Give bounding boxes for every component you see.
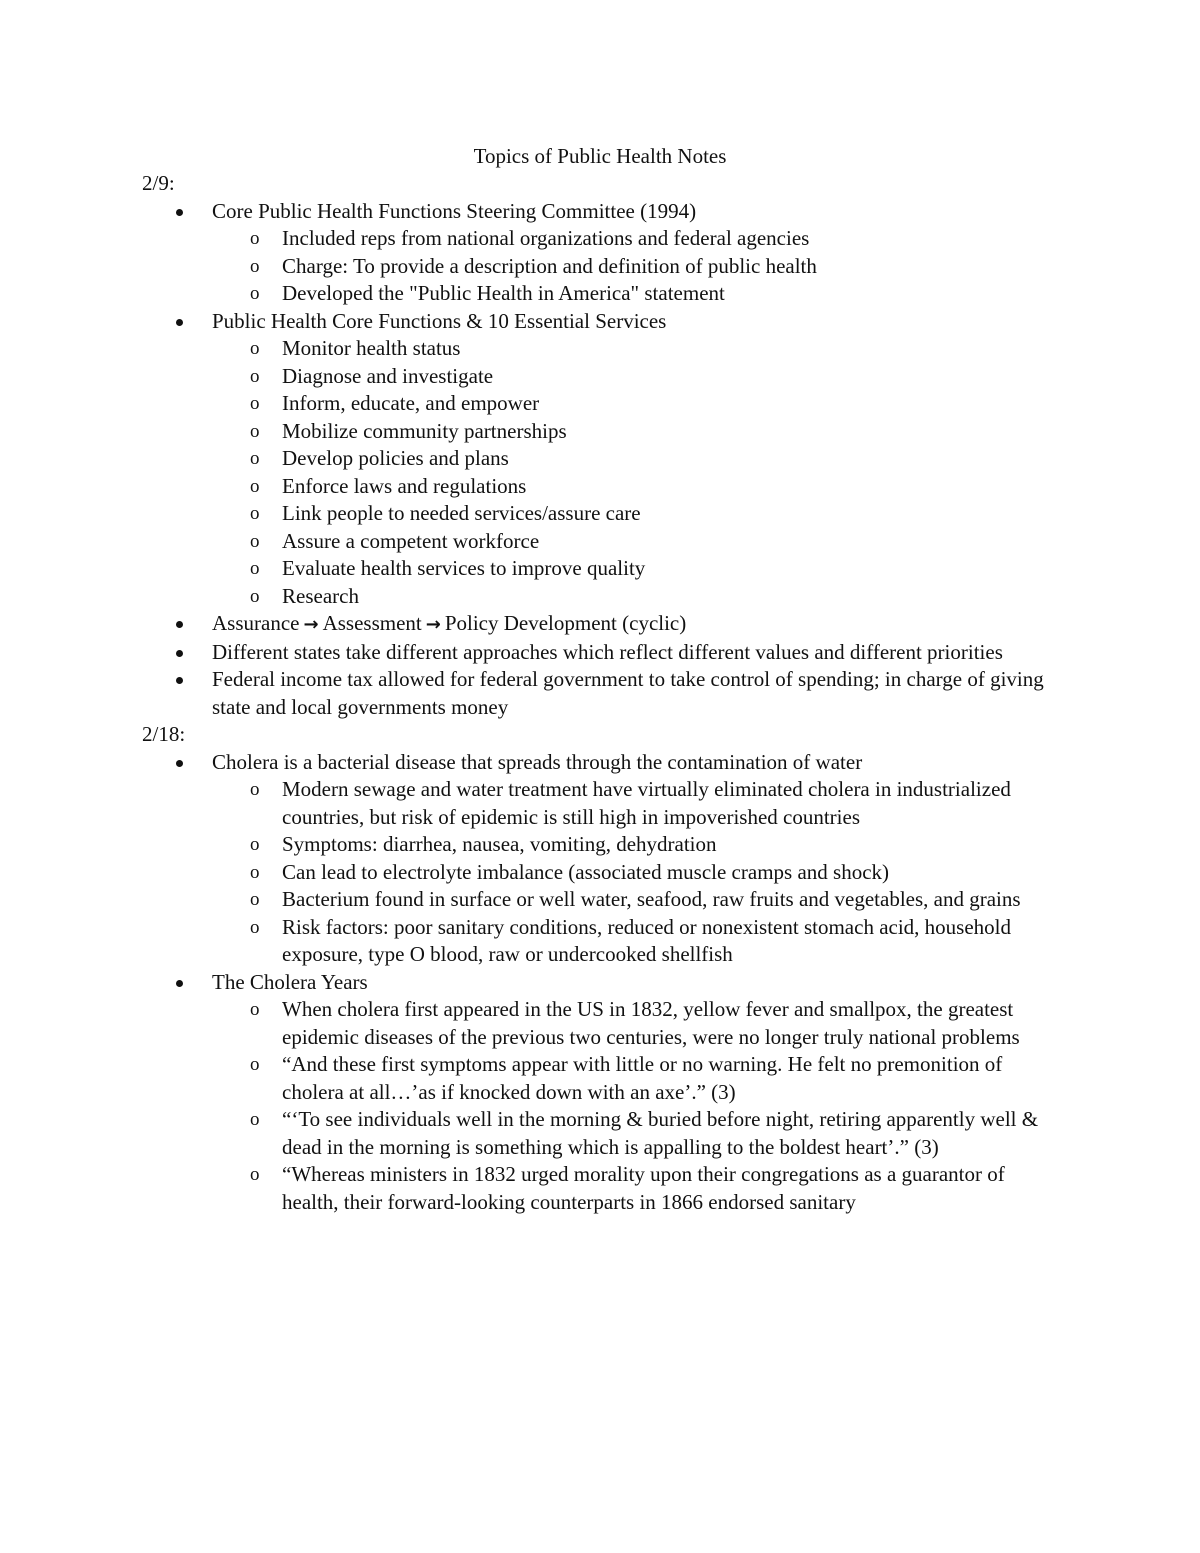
sub-bullet-text: Developed the "Public Health in America" statement bbox=[282, 281, 725, 305]
bullet-list bbox=[142, 198, 1062, 722]
sub-bullet-item bbox=[250, 363, 1062, 391]
bullet-dot-icon bbox=[176, 319, 183, 326]
circle-bullet-icon: o bbox=[250, 1109, 260, 1130]
sub-bullet-text: Inform, educate, and empower bbox=[282, 391, 540, 415]
circle-bullet-icon: o bbox=[250, 585, 260, 607]
sub-bullet-text: Develop policies and plans bbox=[282, 446, 509, 470]
sub-bullet-text: Mobilize community partnerships bbox=[282, 418, 567, 443]
circle-bullet-icon: o bbox=[250, 834, 260, 855]
sub-bullet-item bbox=[250, 225, 1062, 253]
sub-bullet-item bbox=[250, 831, 1062, 859]
bullet-item bbox=[212, 308, 1062, 611]
sub-bullet-item bbox=[250, 914, 1062, 969]
section-date: 2/18: bbox=[142, 722, 186, 746]
circle-bullet-icon: o bbox=[250, 420, 260, 442]
sub-bullet-item bbox=[250, 418, 1062, 446]
sub-bullet-text: “Whereas ministers in 1832 urged morality upon their congregations as a guarantor of health, their forward-looking counterparts in 1866 endorsed sanitary bbox=[282, 1162, 1005, 1214]
circle-bullet-icon: o bbox=[250, 228, 260, 249]
bullet-item bbox=[212, 198, 1062, 308]
sub-bullet-item bbox=[250, 445, 1062, 473]
sub-bullet-item bbox=[250, 886, 1062, 914]
sub-bullet-list bbox=[212, 225, 1062, 308]
sub-bullet-list bbox=[212, 335, 1062, 610]
circle-bullet-icon: o bbox=[250, 999, 260, 1020]
sub-bullet-item bbox=[250, 253, 1062, 281]
sub-bullet-item bbox=[250, 1161, 1062, 1216]
circle-bullet-icon: o bbox=[250, 503, 260, 524]
sub-bullet-text: Diagnose and investigate bbox=[282, 363, 494, 388]
sub-bullet-text: When cholera first appeared in the US in 1832, yellow fever and smallpox, the greatest epidemic diseases of the previous two centuries, were no longer truly national problems bbox=[282, 997, 1020, 1049]
sub-bullet-item bbox=[250, 996, 1062, 1051]
sub-bullet-text: Included reps from national organizations and federal agencies bbox=[282, 226, 810, 250]
sub-bullet-text: Evaluate health services to improve quality bbox=[282, 556, 646, 580]
circle-bullet-icon: o bbox=[250, 255, 260, 277]
bullet-dot-icon bbox=[176, 621, 183, 628]
cycle-step: Policy Development (cyclic) bbox=[444, 611, 687, 635]
sub-bullet-text: “‘To see individuals well in the morning & buried before night, retiring apparently well & dead in the morning is something which is appalling to the boldest heart’.” (3) bbox=[282, 1107, 1039, 1159]
bullet-item bbox=[212, 610, 1062, 639]
sub-bullet-item bbox=[250, 583, 1062, 611]
bullet-dot-icon bbox=[176, 677, 183, 684]
page-title: Topics of Public Health Notes bbox=[473, 144, 727, 168]
circle-bullet-icon: o bbox=[250, 916, 260, 938]
bullet-item bbox=[212, 666, 1062, 721]
sub-bullet-item bbox=[250, 859, 1062, 887]
bullet-text: Core Public Health Functions Steering Committee (1994) bbox=[212, 198, 697, 223]
circle-bullet-icon: o bbox=[250, 861, 260, 883]
circle-bullet-icon: o bbox=[250, 558, 260, 579]
section-date: 2/9: bbox=[142, 171, 175, 195]
bullet-text: Federal income tax allowed for federal government to take control of spending; in charge of giving state and local governments money bbox=[212, 667, 1044, 719]
bullet-item bbox=[212, 749, 1062, 969]
sub-bullet-list bbox=[212, 996, 1062, 1216]
bullet-dot-icon bbox=[176, 209, 183, 216]
circle-bullet-icon: o bbox=[250, 889, 260, 910]
sub-bullet-item bbox=[250, 390, 1062, 418]
sub-bullet-text: Charge: To provide a description and definition of public health bbox=[282, 253, 817, 278]
sub-bullet-text: Link people to needed services/assure care bbox=[282, 501, 641, 525]
bullet-dot-icon bbox=[176, 650, 183, 657]
circle-bullet-icon: o bbox=[250, 1164, 260, 1185]
arrow-right-icon: → bbox=[303, 614, 319, 635]
sub-bullet-text: Risk factors: poor sanitary conditions, reduced or nonexistent stomach acid, household exposure, type O blood, raw or undercooked shellfish bbox=[282, 914, 1012, 966]
bullet-list bbox=[142, 749, 1062, 1217]
arrow-right-icon: → bbox=[425, 614, 441, 635]
cycle-step: Assurance bbox=[212, 611, 300, 635]
circle-bullet-icon: o bbox=[250, 779, 260, 800]
circle-bullet-icon: o bbox=[250, 338, 260, 359]
sub-bullet-text: Research bbox=[282, 583, 359, 608]
sub-bullet-item bbox=[250, 280, 1062, 308]
circle-bullet-icon: o bbox=[250, 1054, 260, 1075]
sub-bullet-text: Assure a competent workforce bbox=[282, 528, 540, 553]
circle-bullet-icon: o bbox=[250, 393, 260, 414]
sub-bullet-item bbox=[250, 1051, 1062, 1106]
notes-body bbox=[142, 170, 1062, 1216]
sub-bullet-item bbox=[250, 776, 1062, 831]
sub-bullet-list bbox=[212, 776, 1062, 969]
sub-bullet-item bbox=[250, 335, 1062, 363]
sub-bullet-text: Can lead to electrolyte imbalance (associated muscle cramps and shock) bbox=[282, 859, 890, 884]
sub-bullet-text: “And these first symptoms appear with little or no warning. He felt no premonition of cholera at all…’as if knocked down with an axe’.” (3) bbox=[282, 1052, 1003, 1104]
sub-bullet-item bbox=[250, 1106, 1062, 1161]
circle-bullet-icon: o bbox=[250, 283, 260, 304]
circle-bullet-icon: o bbox=[250, 365, 260, 387]
sub-bullet-item bbox=[250, 528, 1062, 556]
sub-bullet-item bbox=[250, 473, 1062, 501]
bullet-text: Public Health Core Functions & 10 Essential Services bbox=[212, 308, 667, 333]
bullet-text: Cholera is a bacterial disease that spreads through the contamination of water bbox=[212, 749, 863, 774]
bullet-text: The Cholera Years bbox=[212, 969, 368, 994]
bullet-dot-icon bbox=[176, 980, 183, 987]
cycle-step: Assessment bbox=[322, 611, 422, 635]
sub-bullet-text: Enforce laws and regulations bbox=[282, 473, 527, 498]
bullet-dot-icon bbox=[176, 760, 183, 767]
sub-bullet-text: Symptoms: diarrhea, nausea, vomiting, dehydration bbox=[282, 832, 717, 856]
bullet-item bbox=[212, 969, 1062, 1217]
bullet-item bbox=[212, 639, 1062, 667]
cycle-text bbox=[212, 611, 686, 635]
sub-bullet-item bbox=[250, 500, 1062, 528]
sub-bullet-item bbox=[250, 555, 1062, 583]
circle-bullet-icon: o bbox=[250, 475, 260, 497]
bullet-text: Different states take different approaches which reflect different values and different priorities bbox=[212, 639, 1003, 664]
sub-bullet-text: Bacterium found in surface or well water, seafood, raw fruits and vegetables, and grains bbox=[282, 887, 1021, 911]
circle-bullet-icon: o bbox=[250, 530, 260, 552]
sub-bullet-text: Monitor health status bbox=[282, 336, 461, 360]
circle-bullet-icon: o bbox=[250, 448, 260, 469]
sub-bullet-text: Modern sewage and water treatment have virtually eliminated cholera in industrialized countries, but risk of epidemic is still high in impoverished countries bbox=[282, 777, 1011, 829]
